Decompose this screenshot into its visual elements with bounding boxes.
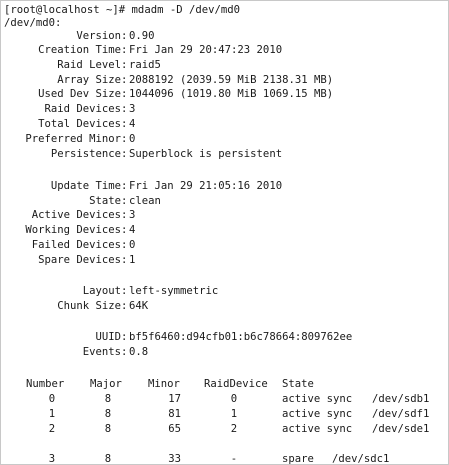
detail-separator: : (121, 300, 128, 312)
table-header-cell: Number (26, 378, 65, 390)
table-cell-device: /dev/sdb1 (372, 393, 430, 405)
detail-key: Total Devices (38, 118, 121, 130)
detail-row (1, 58, 441, 73)
table-cell-state: spare (282, 453, 314, 465)
table-cell-number: 2 (48, 423, 56, 435)
detail-separator: : (121, 285, 128, 297)
detail-key: Layout (82, 285, 121, 297)
table-cell-state: active sync (282, 393, 353, 405)
table-cell-state: active sync (282, 408, 353, 420)
detail-value: Fri Jan 29 20:47:23 2010 (129, 44, 283, 56)
detail-row (1, 147, 441, 162)
detail-separator: : (121, 133, 128, 145)
table-cell-raiddevice: 0 (230, 393, 238, 405)
detail-separator: : (121, 239, 128, 251)
detail-row (1, 345, 441, 360)
detail-row (1, 29, 441, 44)
detail-key: Failed Devices (31, 239, 121, 251)
detail-key: Update Time (50, 180, 121, 192)
detail-value: Fri Jan 29 21:05:16 2010 (129, 180, 283, 192)
detail-separator: : (121, 118, 128, 130)
detail-key: UUID (95, 331, 121, 343)
detail-separator: : (121, 180, 128, 192)
detail-value: 0.8 (129, 346, 149, 358)
detail-row (1, 73, 441, 88)
detail-separator: : (121, 195, 128, 207)
detail-separator: : (121, 254, 128, 266)
table-header-cell: State (282, 378, 314, 390)
table-cell-minor: 33 (168, 453, 181, 465)
detail-value: left-symmetric (129, 285, 219, 297)
table-cell-raiddevice: 2 (230, 423, 238, 435)
detail-separator: : (121, 74, 128, 86)
detail-value: 3 (129, 103, 136, 115)
detail-row (1, 299, 441, 314)
detail-value: clean (129, 195, 161, 207)
table-cell-minor: 81 (168, 408, 181, 420)
command-prompt-line: [root@localhost ~]# mdadm -D /dev/md0 (4, 4, 240, 16)
detail-separator: : (121, 88, 128, 100)
detail-key: Persistence (50, 148, 121, 160)
detail-key: Used Dev Size (38, 88, 121, 100)
table-cell-device: /dev/sdc1 (332, 453, 390, 465)
table-cell-device: /dev/sdf1 (372, 408, 430, 420)
table-cell-raiddevice: - (230, 453, 238, 465)
detail-value: Superblock is persistent (129, 148, 283, 160)
table-cell-number: 0 (48, 393, 56, 405)
detail-key: Events (82, 346, 121, 358)
table-cell-number: 1 (48, 408, 56, 420)
detail-separator: : (121, 44, 128, 56)
detail-value: 4 (129, 224, 136, 236)
detail-row (1, 208, 441, 223)
detail-value: 64K (129, 300, 149, 312)
table-cell-major: 8 (104, 393, 112, 405)
detail-separator: : (121, 30, 128, 42)
detail-key: Raid Level (57, 59, 121, 71)
detail-value: 2088192 (2039.59 MiB 2138.31 MB) (129, 74, 334, 86)
detail-row (1, 102, 441, 117)
detail-key: Working Devices (25, 224, 121, 236)
table-cell-number: 3 (48, 453, 56, 465)
detail-separator: : (121, 103, 128, 115)
detail-separator: : (121, 224, 128, 236)
detail-value: 0 (129, 133, 136, 145)
detail-key: Spare Devices (38, 254, 121, 266)
detail-key: Active Devices (31, 209, 121, 221)
detail-key: Version (76, 30, 121, 42)
detail-separator: : (121, 59, 128, 71)
detail-row (1, 284, 441, 299)
detail-key: Creation Time (38, 44, 121, 56)
detail-separator: : (121, 148, 128, 160)
detail-row (1, 238, 441, 253)
detail-key: Array Size (57, 74, 121, 86)
detail-key: Preferred Minor (25, 133, 121, 145)
table-header-cell: Major (90, 378, 122, 390)
detail-row (1, 87, 441, 102)
detail-row (1, 179, 441, 194)
detail-row (1, 117, 441, 132)
table-cell-major: 8 (104, 408, 112, 420)
detail-separator: : (121, 209, 128, 221)
detail-separator: : (121, 331, 128, 343)
table-cell-minor: 17 (168, 393, 181, 405)
table-cell-raiddevice: 1 (230, 408, 238, 420)
table-header-cell: Minor (148, 378, 180, 390)
detail-key: Raid Devices (44, 103, 121, 115)
detail-key: Chunk Size (57, 300, 121, 312)
detail-key: State (89, 195, 121, 207)
detail-value: 0 (129, 239, 136, 251)
table-cell-state: active sync (282, 423, 353, 435)
table-cell-minor: 65 (168, 423, 181, 435)
detail-value: bf5f6460:d94cfb01:b6c78664:809762ee (129, 331, 353, 343)
table-cell-major: 8 (104, 423, 112, 435)
detail-row (1, 330, 441, 345)
detail-row (1, 132, 441, 147)
detail-row (1, 43, 441, 58)
detail-value: raid5 (129, 59, 161, 71)
detail-row (1, 194, 441, 209)
detail-row (1, 223, 441, 238)
detail-value: 4 (129, 118, 136, 130)
device-header: /dev/md0: (4, 17, 62, 29)
table-cell-device: /dev/sde1 (372, 423, 430, 435)
detail-value: 3 (129, 209, 136, 221)
detail-separator: : (121, 346, 128, 358)
detail-row (1, 253, 441, 268)
table-header-cell: RaidDevice (204, 378, 268, 390)
detail-value: 0.90 (129, 30, 155, 42)
detail-value: 1044096 (1019.80 MiB 1069.15 MB) (129, 88, 334, 100)
detail-value: 1 (129, 254, 136, 266)
table-cell-major: 8 (104, 453, 112, 465)
